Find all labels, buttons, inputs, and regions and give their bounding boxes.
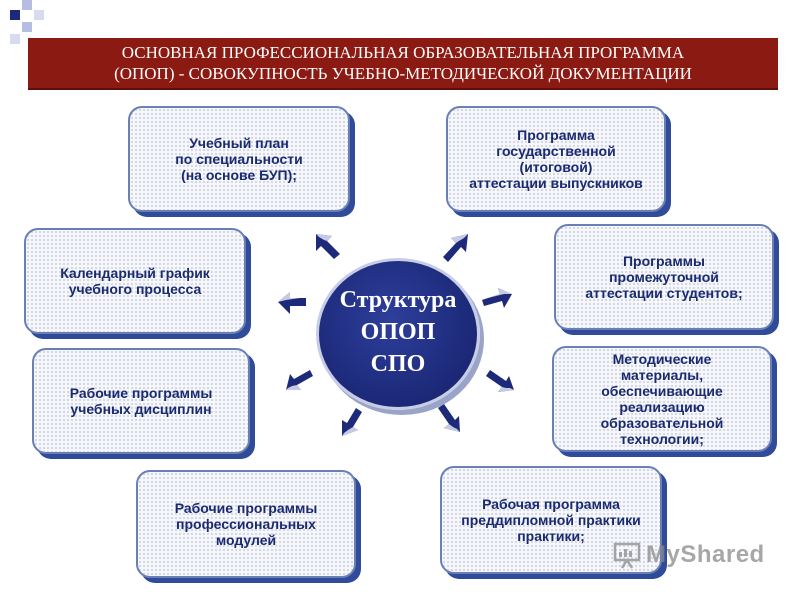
header-banner (28, 38, 778, 90)
box-module-programs (136, 470, 356, 578)
box-interim-attestation-label: Программы промежуточной аттестации студентов; (585, 253, 743, 301)
header-line-2: (ОПОП) - СОВОКУПНОСТЬ УЧЕБНО-МЕТОДИЧЕСКОЙ ДОКУМЕНТАЦИИ (114, 64, 692, 83)
box-curriculum-label: Учебный план по специальности (на основе БУП); (175, 135, 303, 183)
arrow-down-left-lower-icon (336, 404, 366, 440)
center-circle-label: Структура ОПОП СПО (339, 287, 457, 377)
corner-square-5 (10, 34, 20, 44)
box-curriculum (128, 106, 350, 212)
arrow-down-right-lower-icon (434, 400, 466, 436)
box-module-programs-label: Рабочие программы профессиональных модулей (174, 500, 318, 548)
arrow-down-right-icon (482, 366, 518, 396)
corner-square-3 (22, 22, 32, 32)
corner-square-1 (10, 10, 20, 20)
box-calendar (24, 228, 246, 334)
center-circle (316, 258, 480, 410)
box-state-attestation-label: Программа государственной (итоговой) аттестации выпускников (469, 127, 643, 191)
header-line-1: ОСНОВНАЯ ПРОФЕССИОНАЛЬНАЯ ОБРАЗОВАТЕЛЬНАЯ ПРОГРАММА (121, 43, 685, 62)
corner-square-2 (22, 0, 32, 10)
box-interim-attestation (554, 224, 774, 330)
box-practice-program-label: Рабочая программа преддипломной практики практики; (461, 496, 641, 544)
arrow-down-left-icon (282, 366, 316, 396)
box-discipline-programs (32, 348, 250, 454)
watermark (612, 538, 772, 572)
box-methodical-materials-label: Методические материалы, обеспечивающие реализацию образовательной технологии; (600, 351, 724, 447)
box-state-attestation (446, 106, 666, 212)
arrow-up-left-icon (310, 232, 346, 262)
watermark-text: MyShared (646, 541, 765, 568)
corner-square-4 (34, 10, 44, 20)
presentation-board-icon (612, 540, 642, 570)
box-calendar-label: Календарный график учебного процесса (60, 265, 210, 297)
arrow-left-icon (274, 290, 310, 318)
arrow-up-right-icon (440, 232, 476, 268)
box-discipline-programs-label: Рабочие программы учебных дисциплин (69, 385, 213, 417)
box-methodical-materials (552, 346, 772, 452)
arrow-right-icon (478, 286, 516, 316)
